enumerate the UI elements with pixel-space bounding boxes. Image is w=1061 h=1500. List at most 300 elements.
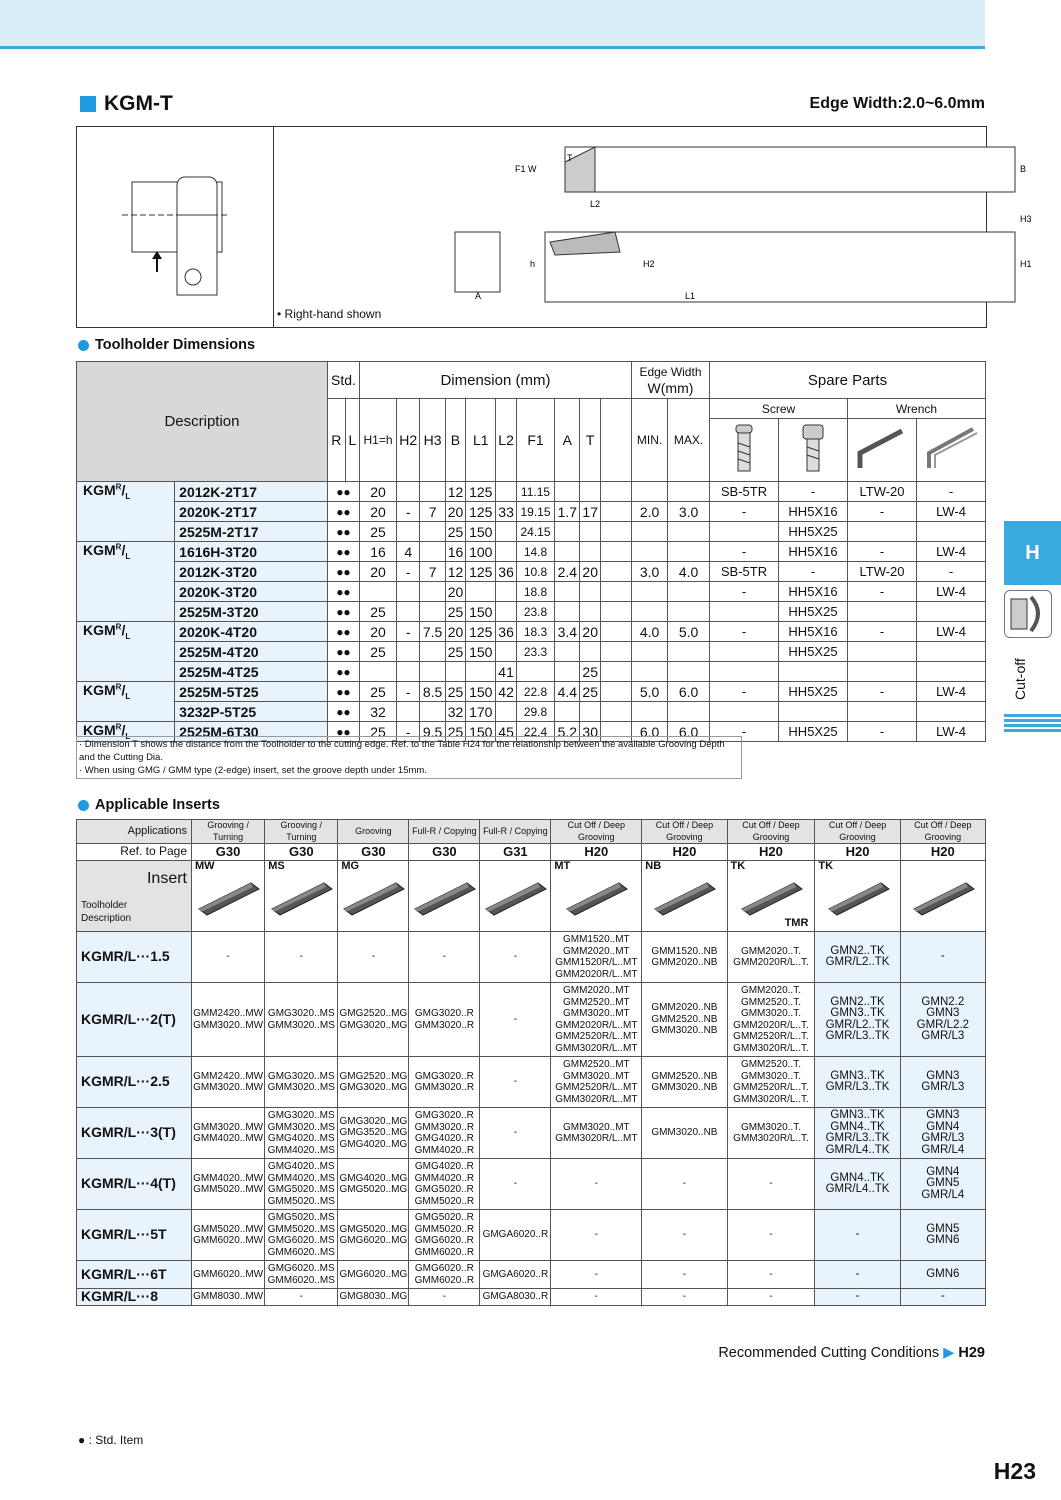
group-label: $KGM^R/_L$	[77, 542, 175, 622]
toolholder-row	[77, 662, 986, 682]
cell-8: 18.3	[516, 622, 554, 642]
group-label: $KGM^R/_L$	[77, 482, 175, 542]
cell-5: 25	[445, 642, 465, 662]
torx-wrench-icon	[848, 419, 917, 482]
ref-2: G30	[338, 844, 409, 861]
col-f1: F1	[516, 399, 554, 482]
side-view-drawing	[275, 127, 1032, 307]
inserts-row	[77, 932, 986, 983]
cell-2: 25	[359, 602, 396, 622]
cell-3: -	[397, 722, 420, 742]
insert-type: MG	[341, 860, 360, 872]
cell-11	[631, 582, 667, 602]
cell-15: -	[848, 582, 917, 602]
cell-14: HH5X25	[779, 522, 848, 542]
insert-image-cell	[265, 861, 338, 932]
cell-12: 5.0	[668, 622, 710, 642]
col-b: B	[445, 399, 465, 482]
inserts-body	[77, 820, 986, 1306]
insert-cell: GMM3020..MW GMM4020..MW	[192, 1108, 265, 1159]
cell-7	[496, 702, 516, 722]
cell-6: 125	[466, 482, 496, 502]
insert-cell: -	[551, 1210, 642, 1261]
toolholder-label: Toolholder Description	[81, 900, 132, 924]
model-code: 2525M-4T20	[175, 642, 328, 662]
insert-cell: GMM8030..MW	[192, 1289, 265, 1306]
socket-screw-icon	[779, 419, 848, 482]
cell-3	[397, 662, 420, 682]
cell-11	[631, 702, 667, 722]
cell-15: -	[848, 622, 917, 642]
insert-cell: GMM1520..MT GMM2020..MT GMM1520R/L..MT GMM2020R/L..MT	[551, 932, 642, 983]
cell-6: 170	[466, 702, 496, 722]
std-marks: ●●	[327, 642, 359, 662]
section-toolholder	[78, 337, 255, 353]
insert-type: NB	[645, 860, 662, 872]
section-tab[interactable]: H	[1004, 521, 1061, 585]
cell-10: 30	[580, 722, 600, 742]
svg-text:L1: L1	[685, 291, 696, 301]
label-applications: Applications	[77, 820, 192, 844]
blank-cell	[600, 642, 631, 662]
header-spare-parts: Spare Parts	[710, 362, 986, 399]
front-view-drawing	[77, 127, 273, 327]
cell-16	[917, 662, 986, 682]
cell-2: 25	[359, 722, 396, 742]
insert-cell: GMG3020..R GMM3020..R GMG4020..R GMM4020..R	[409, 1108, 480, 1159]
blank-cell	[600, 542, 631, 562]
cell-15	[848, 662, 917, 682]
blank-cell	[600, 502, 631, 522]
toolholder-row	[77, 522, 986, 542]
cell-4	[420, 482, 445, 502]
cell-16	[917, 522, 986, 542]
col-h2: H2	[397, 399, 420, 482]
cell-10	[580, 642, 600, 662]
model-code: 2020K-2T17	[175, 502, 328, 522]
inserts-table	[76, 819, 986, 1306]
cell-11	[631, 482, 667, 502]
insert-cell: GMG4020..MG GMG5020..MG	[338, 1159, 409, 1210]
group-label: $KGM^R/_L$	[77, 622, 175, 682]
header-description: Description	[77, 362, 328, 482]
cell-4	[420, 522, 445, 542]
recommended-conditions[interactable]: Recommended Cutting Conditions ▶ H29	[718, 1345, 985, 1361]
cell-15: -	[848, 682, 917, 702]
blank-cell	[600, 682, 631, 702]
cell-7: 36	[496, 622, 516, 642]
toolholder-row	[77, 482, 986, 502]
model-code: 2525M-6T30	[175, 722, 328, 742]
cell-10: 17	[580, 502, 600, 522]
cell-16: -	[917, 562, 986, 582]
insert-cell: -	[815, 1261, 900, 1289]
cell-8: 24.15	[516, 522, 554, 542]
cell-3	[397, 482, 420, 502]
inserts-row	[77, 844, 986, 861]
cell-3: -	[397, 502, 420, 522]
std-marks: ●●	[327, 542, 359, 562]
cell-4: 7	[420, 502, 445, 522]
holder-label: KGMR/L···3(T)	[77, 1108, 192, 1159]
section-inserts	[78, 797, 220, 813]
col-max: MAX.	[668, 399, 710, 482]
cell-11	[631, 542, 667, 562]
cell-4: 8.5	[420, 682, 445, 702]
insert-cell: GMGA8030..R	[480, 1289, 551, 1306]
cell-11: 2.0	[631, 502, 667, 522]
toolholder-table	[76, 361, 986, 742]
std-marks: ●●	[327, 582, 359, 602]
insert-cell: -	[480, 1057, 551, 1108]
cell-16	[917, 642, 986, 662]
cell-5: 25	[445, 522, 465, 542]
insert-image-cell	[409, 861, 480, 932]
holder-label: KGMR/L···1.5	[77, 932, 192, 983]
cell-12	[668, 482, 710, 502]
svg-text:h: h	[530, 259, 536, 269]
cell-3: 4	[397, 542, 420, 562]
table-notes	[76, 736, 742, 779]
insert-cell: -	[192, 932, 265, 983]
insert-cell: GMGA6020..R	[480, 1210, 551, 1261]
cell-13: -	[710, 502, 779, 522]
insert-header-cell	[77, 861, 192, 932]
cell-10: 25	[580, 662, 600, 682]
ref-4: G31	[480, 844, 551, 861]
insert-icon	[480, 877, 550, 917]
app-0: Grooving / Turning	[192, 820, 265, 844]
cell-6: 150	[466, 722, 496, 742]
cell-9	[555, 582, 580, 602]
toolholder-row	[77, 682, 986, 702]
insert-cell: GMN4 GMN5 GMR/L4	[900, 1159, 985, 1210]
cutoff-tool-icon	[1004, 590, 1052, 638]
holder-label: KGMR/L···2(T)	[77, 983, 192, 1057]
insert-cell: -	[815, 1289, 900, 1306]
insert-cell: GMG5020..R GMM5020..R GMG6020..R GMM6020..R	[409, 1210, 480, 1261]
insert-cell: GMM3020..NB	[642, 1108, 727, 1159]
insert-cell: GMN5 GMN6	[900, 1210, 985, 1261]
cell-14: HH5X25	[779, 602, 848, 622]
cell-10	[580, 522, 600, 542]
cell-2: 32	[359, 702, 396, 722]
cell-15	[848, 702, 917, 722]
cell-11	[631, 662, 667, 682]
note-1: · Dimension T shows the distance from the Toolholder to the cutting edge. Ref. to the Table H24 for the relationship between the available Grooving Depth and the Cutting Dia.	[79, 739, 725, 763]
col-h3: H3	[420, 399, 445, 482]
cell-2: 20	[359, 482, 396, 502]
cell-9	[555, 702, 580, 722]
svg-text:T: T	[567, 153, 573, 163]
model-code: 2020K-3T20	[175, 582, 328, 602]
std-marks: ●●	[327, 502, 359, 522]
insert-cell: GMM2020..T. GMM2520..T. GMM3020..T. GMM2020R/L..T. GMM2520R/L..T. GMM3020R/L..T.	[727, 983, 815, 1057]
diagram-note: • Right-hand shown	[277, 307, 382, 321]
model-code: 2012K-3T20	[175, 562, 328, 582]
insert-cell: -	[338, 932, 409, 983]
insert-cell: -	[900, 1289, 985, 1306]
std-marks: ●●	[327, 602, 359, 622]
cell-7	[496, 522, 516, 542]
col-l: L	[345, 399, 359, 482]
edge-width-label: Edge Width:2.0~6.0mm	[809, 95, 985, 112]
insert-cell: -	[727, 1261, 815, 1289]
insert-cell: GMG4020..R GMM4020..R GMG5020..R GMM5020..R	[409, 1159, 480, 1210]
insert-cell: GMM2020..T. GMM2020R/L..T.	[727, 932, 815, 983]
cell-10	[580, 602, 600, 622]
cell-6: 150	[466, 522, 496, 542]
inserts-row	[77, 1108, 986, 1159]
cell-11: 3.0	[631, 562, 667, 582]
blank-cell	[600, 662, 631, 682]
insert-cell: -	[642, 1159, 727, 1210]
hex-wrench-icon	[917, 419, 986, 482]
cell-13	[710, 662, 779, 682]
cell-16: LW-4	[917, 542, 986, 562]
blank-cell	[600, 482, 631, 502]
cell-4: 9.5	[420, 722, 445, 742]
cell-13: -	[710, 542, 779, 562]
insert-icon	[266, 877, 336, 917]
app-3: Full-R / Copying	[409, 820, 480, 844]
insert-cell: -	[480, 1108, 551, 1159]
cell-14: -	[779, 562, 848, 582]
side-stripes	[1004, 714, 1061, 734]
col-h1: H1=h	[359, 399, 396, 482]
insert-cell: -	[642, 1210, 727, 1261]
cell-12	[668, 662, 710, 682]
cell-11: 6.0	[631, 722, 667, 742]
blank-cell	[600, 602, 631, 622]
ref-5: H20	[551, 844, 642, 861]
insert-cell: GMN2.2 GMN3 GMR/L2.2 GMR/L3	[900, 983, 985, 1057]
toolholder-row	[77, 622, 986, 642]
cell-9: 4.4	[555, 682, 580, 702]
model-code: 2525M-3T20	[175, 602, 328, 622]
cell-11	[631, 522, 667, 542]
std-marks: ●●	[327, 722, 359, 742]
insert-icon	[736, 877, 806, 917]
cell-2	[359, 662, 396, 682]
cell-10	[580, 702, 600, 722]
ref-1: G30	[265, 844, 338, 861]
insert-cell: -	[551, 1159, 642, 1210]
blank-cell	[600, 702, 631, 722]
cell-15	[848, 602, 917, 622]
insert-image-cell	[480, 861, 551, 932]
insert-icon	[823, 877, 893, 917]
insert-cell: GMG5020..MS GMM5020..MS GMG6020..MS GMM6020..MS	[265, 1210, 338, 1261]
model-code: 2525M-4T25	[175, 662, 328, 682]
model-code: 2525M-2T17	[175, 522, 328, 542]
bullet-icon	[78, 340, 89, 351]
insert-image-cell	[900, 861, 985, 932]
blank-cell	[600, 562, 631, 582]
toolholder-row	[77, 502, 986, 522]
section-title: Applicable Inserts	[95, 797, 220, 813]
cell-10	[580, 542, 600, 562]
cell-16: LW-4	[917, 502, 986, 522]
cell-12: 6.0	[668, 722, 710, 742]
toolholder-row	[77, 702, 986, 722]
inserts-row	[77, 820, 986, 844]
cell-10: 20	[580, 562, 600, 582]
cell-13: SB-5TR	[710, 482, 779, 502]
insert-type: TK	[818, 860, 834, 872]
cell-14: HH5X16	[779, 582, 848, 602]
insert-cell: GMN3 GMN4 GMR/L3 GMR/L4	[900, 1108, 985, 1159]
cell-2: 25	[359, 522, 396, 542]
cell-12	[668, 602, 710, 622]
insert-cell: GMM3020..MT GMM3020R/L..MT	[551, 1108, 642, 1159]
cell-7	[496, 482, 516, 502]
insert-icon	[338, 877, 408, 917]
screw-icon	[710, 419, 779, 482]
diagram-divider	[273, 127, 274, 327]
insert-image-cell	[551, 861, 642, 932]
cell-4	[420, 642, 445, 662]
cell-15: -	[848, 502, 917, 522]
toolholder-body	[77, 482, 986, 742]
cell-6: 150	[466, 682, 496, 702]
cell-8: 10.8	[516, 562, 554, 582]
insert-cell: GMN3..TK GMR/L3..TK	[815, 1057, 900, 1108]
std-marks: ●●	[327, 682, 359, 702]
cell-14	[779, 702, 848, 722]
app-4: Full-R / Copying	[480, 820, 551, 844]
holder-label: KGMR/L···2.5	[77, 1057, 192, 1108]
cell-12	[668, 542, 710, 562]
cell-8: 23.3	[516, 642, 554, 662]
blank-cell	[600, 622, 631, 642]
col-l2: L2	[496, 399, 516, 482]
std-marks: ●●	[327, 482, 359, 502]
cell-15: LTW-20	[848, 482, 917, 502]
cell-5: 20	[445, 502, 465, 522]
col-t: T	[580, 399, 600, 482]
cell-16	[917, 702, 986, 722]
cell-13: SB-5TR	[710, 562, 779, 582]
svg-text:L2: L2	[590, 199, 601, 209]
cell-14: HH5X16	[779, 542, 848, 562]
header-screw: Screw	[710, 399, 848, 419]
cell-12: 3.0	[668, 502, 710, 522]
insert-type: MT	[554, 860, 571, 872]
holder-label: KGMR/L···6T	[77, 1261, 192, 1289]
cell-13: -	[710, 722, 779, 742]
insert-cell: GMGA6020..R	[480, 1261, 551, 1289]
cell-13	[710, 702, 779, 722]
cell-3: -	[397, 562, 420, 582]
svg-text:H3: H3	[1020, 214, 1032, 224]
cell-12	[668, 702, 710, 722]
cell-8: 19.15	[516, 502, 554, 522]
cell-15: LTW-20	[848, 562, 917, 582]
cell-7	[496, 602, 516, 622]
cell-8: 22.8	[516, 682, 554, 702]
insert-cell: GMM5020..MW GMM6020..MW	[192, 1210, 265, 1261]
cell-2: 25	[359, 642, 396, 662]
insert-cell: GMM2520..MT GMM3020..MT GMM2520R/L..MT GMM3020R/L..MT	[551, 1057, 642, 1108]
cell-15: -	[848, 542, 917, 562]
cell-10	[580, 482, 600, 502]
insert-cell: GMM3020..T. GMM3020R/L..T.	[727, 1108, 815, 1159]
note-2: · When using GMG / GMM type (2-edge) insert, set the groove depth under 15mm.	[79, 765, 427, 776]
cell-9	[555, 542, 580, 562]
insert-cell: -	[409, 932, 480, 983]
cell-13: -	[710, 582, 779, 602]
toolholder-row	[77, 582, 986, 602]
insert-cell: GMN3 GMR/L3	[900, 1057, 985, 1108]
insert-cell: -	[900, 932, 985, 983]
cell-3	[397, 702, 420, 722]
cell-13: -	[710, 682, 779, 702]
cell-3: -	[397, 622, 420, 642]
cell-7: 36	[496, 562, 516, 582]
cell-10: 25	[580, 682, 600, 702]
toolholder-row	[77, 562, 986, 582]
cell-14: HH5X25	[779, 642, 848, 662]
app-2: Grooving	[338, 820, 409, 844]
insert-cell: GMG6020..R GMM6020..R	[409, 1261, 480, 1289]
insert-cell: GMG8030..MG	[338, 1289, 409, 1306]
insert-type: MS	[268, 860, 285, 872]
cell-12: 6.0	[668, 682, 710, 702]
insert-cell: GMN4..TK GMR/L4..TK	[815, 1159, 900, 1210]
cell-5: 32	[445, 702, 465, 722]
toolholder-row	[77, 542, 986, 562]
cell-14: HH5X25	[779, 682, 848, 702]
model-code: 2012K-2T17	[175, 482, 328, 502]
cell-14: HH5X16	[779, 622, 848, 642]
cell-3	[397, 582, 420, 602]
cell-13	[710, 602, 779, 622]
cell-7	[496, 582, 516, 602]
cell-2: 20	[359, 622, 396, 642]
insert-cell: GMG5020..MG GMG6020..MG	[338, 1210, 409, 1261]
cell-6	[466, 582, 496, 602]
cell-9	[555, 602, 580, 622]
insert-cell: -	[551, 1289, 642, 1306]
svg-text:F1 W: F1 W	[515, 164, 537, 174]
cell-16: -	[917, 482, 986, 502]
cell-15	[848, 522, 917, 542]
cell-10: 20	[580, 622, 600, 642]
std-marks: ●●	[327, 662, 359, 682]
insert-cell: GMM2520..NB GMM3020..NB	[642, 1057, 727, 1108]
inserts-row	[77, 1057, 986, 1108]
insert-cell: GMG3020..R GMM3020..R	[409, 1057, 480, 1108]
cell-6	[466, 662, 496, 682]
cell-11	[631, 602, 667, 622]
insert-label: Insert	[146, 870, 187, 887]
insert-type	[480, 860, 483, 872]
cell-13	[710, 642, 779, 662]
model-code: 2525M-5T25	[175, 682, 328, 702]
ref-0: G30	[192, 844, 265, 861]
insert-icon	[193, 877, 263, 917]
cell-14: HH5X25	[779, 722, 848, 742]
insert-type	[901, 860, 904, 872]
cell-6: 100	[466, 542, 496, 562]
cell-14: -	[779, 482, 848, 502]
toolholder-row	[77, 642, 986, 662]
cell-9	[555, 522, 580, 542]
insert-type	[409, 860, 412, 872]
insert-cell: GMG3020..R GMM3020..R	[409, 983, 480, 1057]
cell-4	[420, 542, 445, 562]
